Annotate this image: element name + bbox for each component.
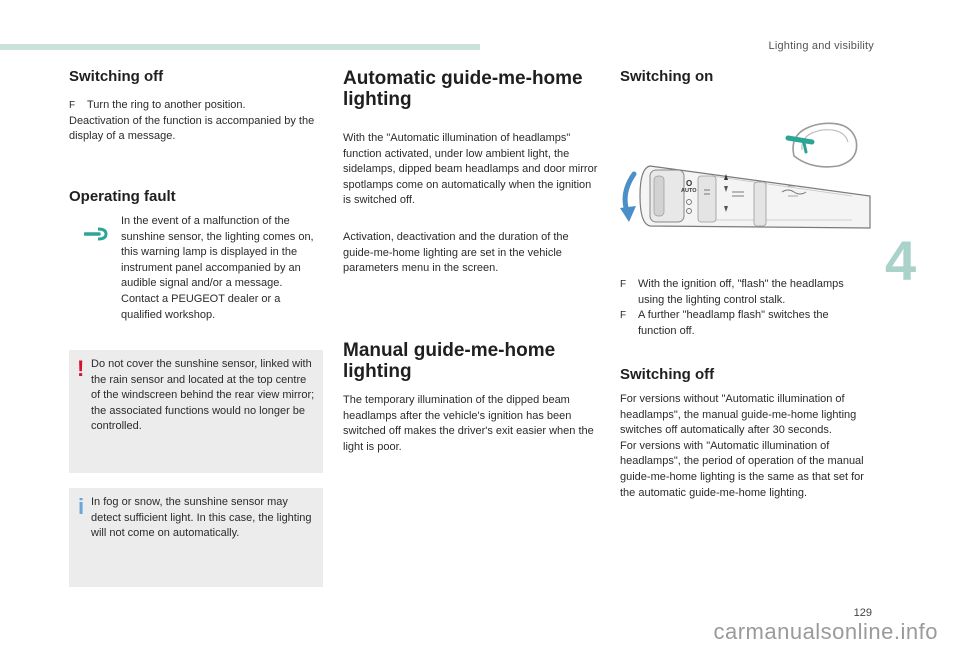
warning-exclamation-icon: ! bbox=[77, 356, 85, 381]
page-number: 129 bbox=[853, 607, 872, 619]
operating-fault-title: Operating fault bbox=[69, 188, 176, 205]
chapter-number: 4 bbox=[885, 229, 917, 292]
manual-guide-me-home-title: Manual guide-me-home lighting bbox=[343, 340, 556, 382]
manual-switching-off-p2: For versions with "Automatic illumination of headlamps", the period of operation of the manual guide-me-home lighting is the same as that set for the automatic guide-me-home lighting. bbox=[620, 439, 864, 499]
switching-off-text: Deactivation of the function is accompanied by the display of a message. bbox=[69, 114, 315, 143]
manual-switching-off-section bbox=[620, 366, 870, 501]
stalk-body bbox=[640, 166, 870, 228]
lighting-stalk-illustration bbox=[612, 116, 874, 248]
switching-off-bullet: F Turn the ring to another position. bbox=[69, 98, 324, 114]
operating-fault-text: In the event of a malfunction of the sunshine sensor, the lighting comes on, this warning lamp is displayed in the instrument panel accompanied by an audible signal and/or a message. bbox=[121, 215, 314, 290]
operating-fault-section bbox=[69, 188, 324, 206]
watermark: carmanualsonline.info bbox=[713, 619, 938, 644]
info-note bbox=[69, 488, 323, 587]
manual-switching-off-p1: For versions without "Automatic illumination of headlamps", the manual guide-me-home lighting switches off automatically after 30 seconds. bbox=[620, 393, 857, 437]
stalk-label-auto: AUTO bbox=[681, 188, 697, 194]
bullet-symbol: F bbox=[620, 279, 627, 290]
operating-fault-contact: Contact a PEUGEOT dealer or a qualified workshop. bbox=[121, 292, 281, 321]
switching-on-bullets bbox=[620, 277, 870, 339]
header-accent-bar bbox=[0, 44, 480, 50]
wrench-warning-icon bbox=[84, 227, 108, 241]
auto-guide-me-home-p2: Activation, deactivation and the duration of the guide-me-home lighting are set in the vehicle parameters menu in the screen. bbox=[343, 230, 569, 275]
switching-off-title: Switching off bbox=[69, 68, 164, 85]
manual-guide-me-home-p1: The temporary illumination of the dipped beam headlamps after the vehicle's ignition has been switched off makes the driver's exit easier when the light is poor. bbox=[343, 394, 594, 453]
auto-guide-me-home-p1: With the "Automatic illumination of headlamps" function activated, under low ambient light, the sidelamps, dipped beam headlamps and door mirror spotlamps come on automatically when the ignition is switched off. bbox=[343, 132, 598, 207]
info-note-text: In fog or snow, the sunshine sensor may detect sufficient light. In this case, the lighting will not come on automatically. bbox=[91, 496, 312, 540]
warning-note bbox=[69, 350, 323, 473]
auto-guide-me-home-title: Automatic guide-me-home lighting bbox=[343, 68, 583, 110]
section-title: Lighting and visibility bbox=[768, 40, 874, 52]
auto-guide-me-home-section bbox=[343, 68, 598, 277]
bullet-symbol: F bbox=[620, 310, 627, 322]
bullet-symbol: F bbox=[69, 100, 76, 111]
operating-fault-body bbox=[121, 214, 323, 323]
manual-guide-me-home-section bbox=[343, 340, 598, 455]
steering-wheel-icon bbox=[788, 123, 857, 167]
switching-off-section bbox=[69, 68, 324, 145]
switching-on-section bbox=[620, 68, 875, 86]
pull-stalk-arrow-icon bbox=[620, 174, 636, 222]
stalk-label-o: O bbox=[686, 179, 693, 188]
switching-on-bullet-2: F A further "headlamp flash" switches the function off. bbox=[620, 309, 829, 337]
switching-on-bullet-1: F With the ignition off, "flash" the headlamps using the lighting control stalk. bbox=[620, 278, 844, 306]
info-i-icon: i bbox=[78, 494, 85, 519]
switching-on-title: Switching on bbox=[620, 68, 714, 85]
warning-note-text: Do not cover the sunshine sensor, linked with the rain sensor and located at the top centre of the windscreen behind the rear view mirror; the associated functions would no longer be controlled. bbox=[91, 358, 315, 433]
manual-switching-off-title: Switching off bbox=[620, 366, 715, 383]
